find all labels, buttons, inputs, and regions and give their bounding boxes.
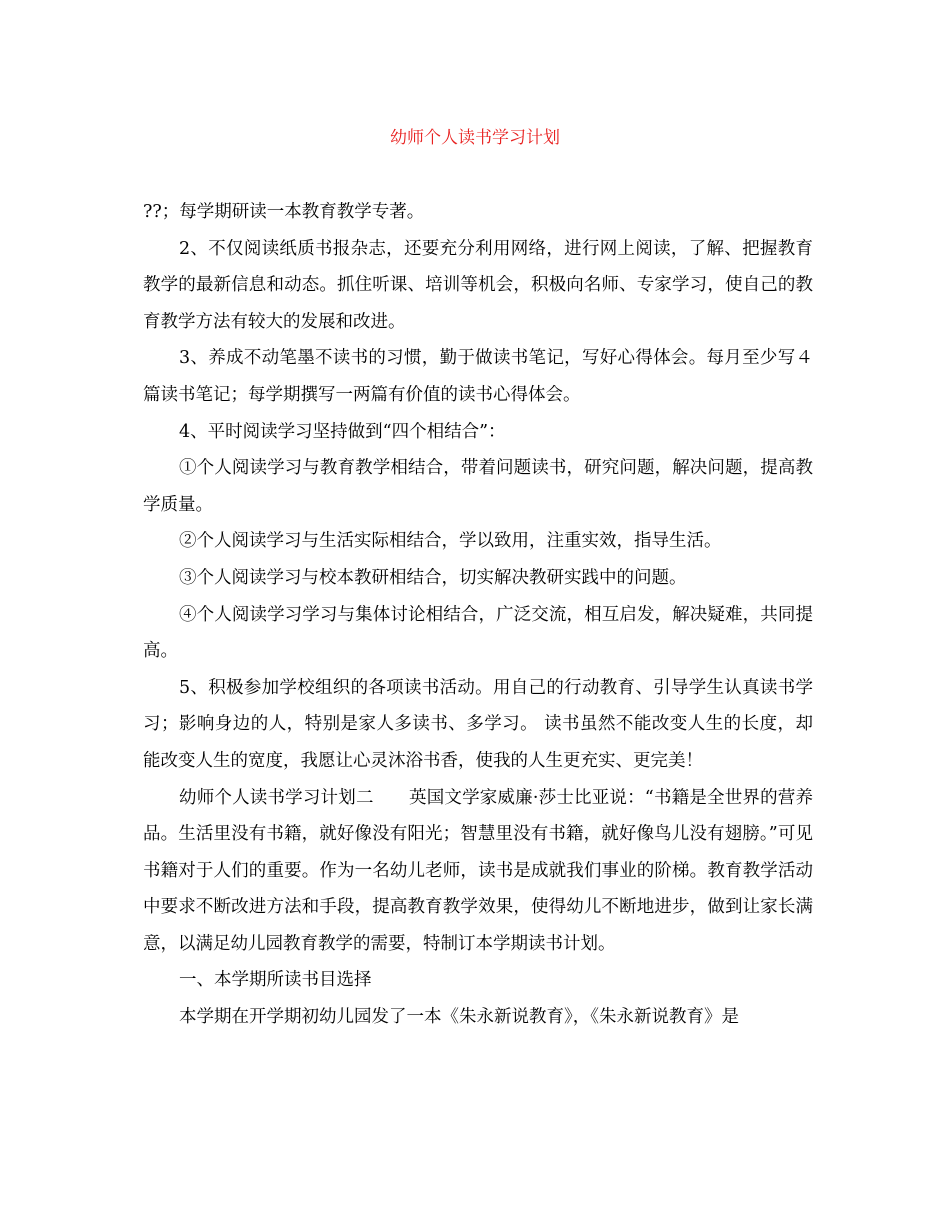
paragraph-8: ④个人阅读学习学习与集体讨论相结合，广泛交流，相互启发，解决疑难，共同提高。 bbox=[143, 604, 813, 662]
paragraph-3: 3、养成不动笔墨不读书的习惯，勤于做读书笔记，写好心得体会。每月至少写４篇读书笔记；每学期撰写一两篇有价值的读书心得体会。 bbox=[143, 348, 813, 405]
document-body bbox=[143, 194, 813, 1036]
paragraph-6: ②个人阅读学习与生活实际相结合，学以致用，注重实效，指导生活。 bbox=[179, 531, 722, 552]
paragraph-9: 5、积极参加学校组织的各项读书活动。用自己的行动教育、引导学生认真读书学习；影响身边的人，特别是家人多读书、多学习。 读书虽然不能改变人生的长度，却能改变人生的宽度，我愿让心灵沐浴书香，使我的人生更充实、更完美！ bbox=[143, 677, 813, 771]
paragraph-11: 一、本学期所读书目选择 bbox=[179, 970, 372, 991]
paragraph-1: ??；每学期研读一本教育教学专著。 bbox=[143, 202, 425, 222]
paragraph-4: 4、平时阅读学习坚持做到“四个相结合”： bbox=[179, 421, 506, 442]
paragraph-7: ③个人阅读学习与校本教研相结合，切实解决教研实践中的问题。 bbox=[179, 567, 687, 588]
paragraph-2: 2、不仅阅读纸质书报杂志，还要充分利用网络，进行网上阅读，了解、把握教育教学的最新信息和动态。抓住听课、培训等机会，积极向名师、专家学习，使自己的教育教学方法有较大的发展和改进。 bbox=[143, 238, 813, 332]
paragraph-10: 幼师个人读书学习计划二 英国文学家威廉·莎士比亚说：“书籍是全世界的营养品。生活里没有书籍，就好像没有阳光；智慧里没有书籍，就好像鸟儿没有翅膀。”可见书籍对于人们的重要。作为一名幼儿老师，读书是成就我们事业的阶梯。教育教学活动中要求不断改进方法和手段，提高教育教学效果，使得幼儿不断地进步，做到让家长满意，以满足幼儿园教育教学的需要，特制订本学期读书计划。 bbox=[143, 787, 813, 954]
paragraph-5: ①个人阅读学习与教育教学相结合，带着问题读书，研究问题，解决问题，提高教学质量。 bbox=[143, 458, 813, 515]
document-title: 幼师个人读书学习计划 bbox=[390, 128, 560, 148]
paragraph-12: 本学期在开学期初幼儿园发了一本《朱永新说教育》，《朱永新说教育》是 bbox=[179, 1007, 739, 1028]
